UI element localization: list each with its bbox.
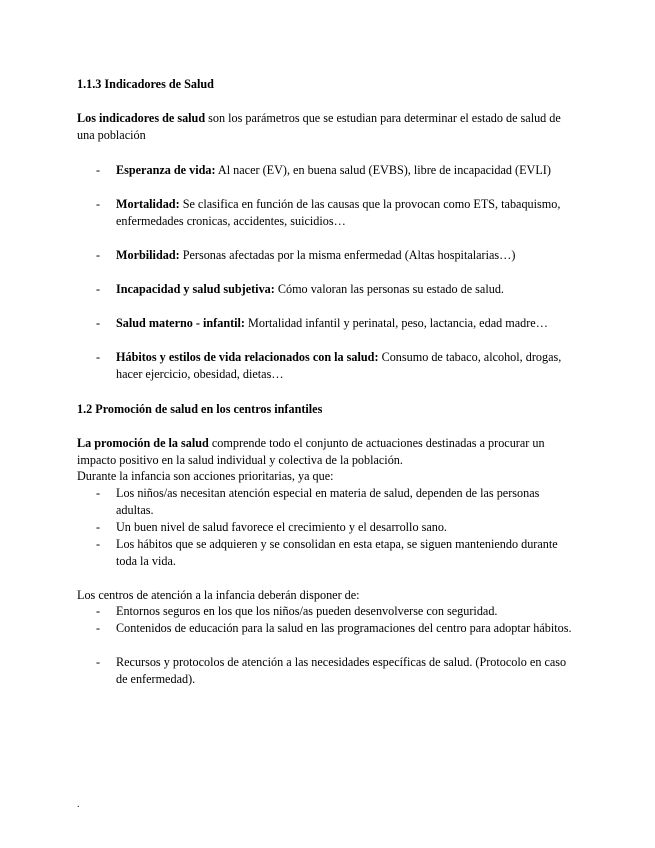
promocion-intro [77, 435, 573, 468]
list-item-text: Un buen nivel de salud favorece el crecimiento y el desarrollo sano. [116, 520, 447, 534]
list-dash: - [96, 282, 101, 296]
list-dash: - [96, 486, 101, 500]
footer-mark: . [77, 799, 80, 810]
list-dash: - [96, 604, 101, 618]
list-dash: - [96, 520, 101, 534]
list-dash: - [96, 655, 101, 669]
promocion-lead: Durante la infancia son acciones prioritarias, ya que: [77, 469, 334, 483]
centros-lead: Los centros de atención a la infancia deberán disponer de: [77, 588, 360, 602]
list-item-text: Se clasifica en función de las causas que la provocan como ETS, tabaquismo, enfermedades cronicas, accidentes, suicidios… [116, 197, 561, 228]
intro-term: La promoción de la salud [77, 436, 209, 450]
section-title-indicadores: 1.1.3 Indicadores de Salud [77, 77, 214, 91]
list-dash: - [96, 350, 101, 364]
list-item-text: Entornos seguros en los que los niños/as pueden desenvolverse con seguridad. [116, 604, 498, 618]
list-item-text: Al nacer (EV), en buena salud (EVBS), libre de incapacidad (EVLI) [215, 163, 551, 177]
list-item-term: Hábitos y estilos de vida relacionados con la salud: [116, 350, 379, 364]
list-item-term: Mortalidad: [116, 197, 180, 211]
list-dash: - [96, 163, 101, 177]
list-item-text: Consumo de tabaco, alcohol, drogas, hacer ejercicio, obesidad, dietas… [116, 350, 562, 381]
list-item-text: Los hábitos que se adquieren y se consolidan en esta etapa, se siguen manteniendo durante toda la vida. [116, 537, 558, 568]
list-item-text: Recursos y protocolos de atención a las necesidades específicas de salud. (Protocolo en caso de enfermedad). [116, 655, 567, 686]
section-title-promocion: 1.2 Promoción de salud en los centros infantiles [77, 402, 323, 416]
list-dash: - [96, 248, 101, 262]
list-item-text: Personas afectadas por la misma enfermedad (Altas hospitalarias…) [179, 248, 516, 262]
list-item-term: Morbilidad: [116, 248, 180, 262]
intro-text: comprende todo el conjunto de actuaciones destinadas a procurar un impacto positivo en la salud individual y colectiva de la población. [77, 436, 545, 467]
intro-text: son los parámetros que se estudian para determinar el estado de salud de una población [77, 111, 561, 142]
list-item-text: Mortalidad infantil y perinatal, peso, lactancia, edad madre… [245, 316, 548, 330]
list-item-term: Salud materno - infantil: [116, 316, 245, 330]
list-item-text: Contenidos de educación para la salud en las programaciones del centro para adoptar hábitos. [116, 621, 572, 635]
list-dash: - [96, 621, 101, 635]
list-dash: - [96, 197, 101, 211]
list-item-term: Esperanza de vida: [116, 163, 216, 177]
list-dash: - [96, 537, 101, 551]
list-item-term: Incapacidad y salud subjetiva: [116, 282, 275, 296]
list-item-text: Cómo valoran las personas su estado de salud. [274, 282, 504, 296]
intro-term: Los indicadores de salud [77, 111, 206, 125]
list-item-text: Los niños/as necesitan atención especial en materia de salud, dependen de las personas adultas. [116, 486, 540, 517]
indicadores-intro [77, 110, 577, 143]
list-dash: - [96, 316, 101, 330]
